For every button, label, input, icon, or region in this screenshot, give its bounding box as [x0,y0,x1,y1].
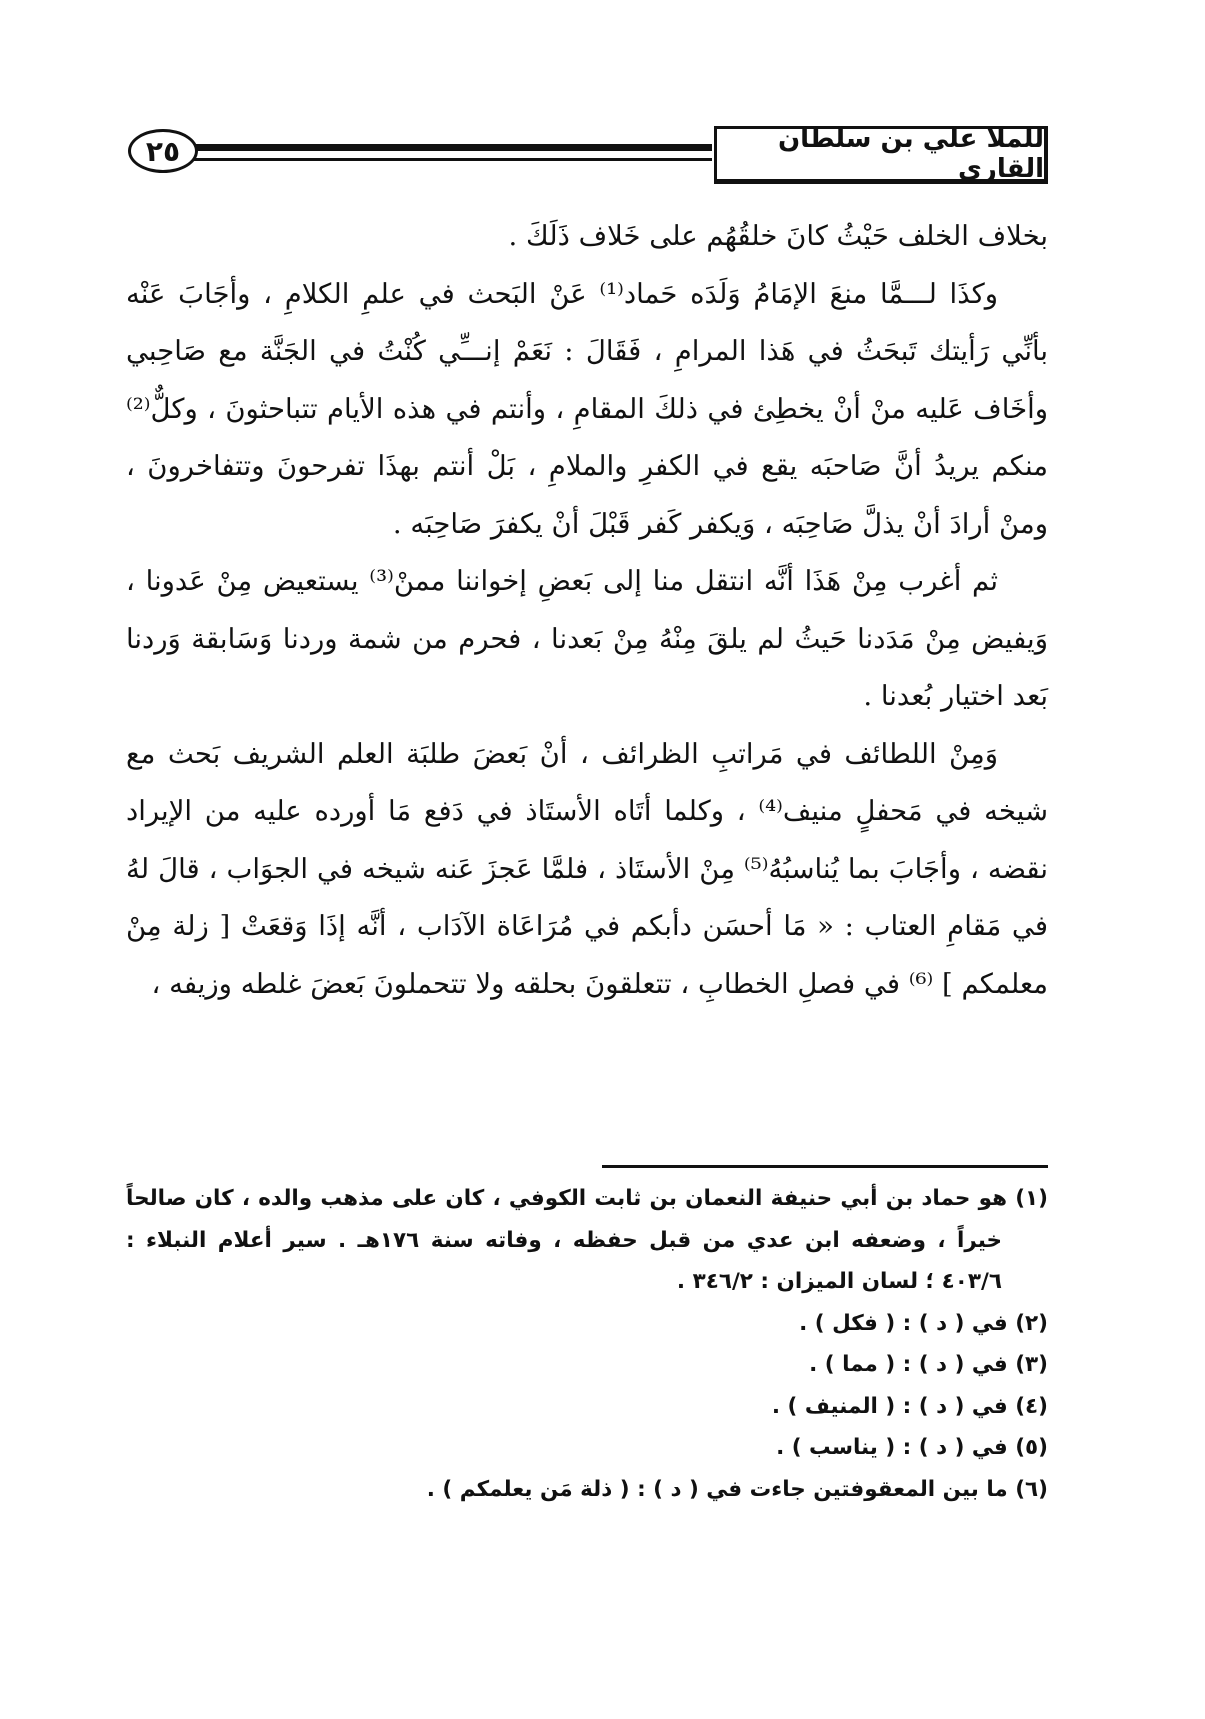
paragraph: وَمِنْ اللطائف في مَراتبِ الظرائف ، أنْ بَعضَ طلبَة العلم الشريف بَحث مع شيخه في مَحفلٍ منيف⁽⁴⁾ ، وكلما أتَاه الأستَاذ في دَفع مَا أورده عليه من الإيراد نقضه ، وأجَابَ بما يُناسبُهُ⁽⁵⁾ مِنْ الأستَاذ ، فلمَّا عَجزَ عَنه شيخه في الجوَاب ، قالَ لهُ في مَقامِ العتاب : « مَا أحسَن دأبكم في مُرَاعَاة الآدَاب ، أنَّه إذَا وَقعَتْ [ زلة مِنْ معلمكم ] ⁽⁶⁾ في فصلِ الخطابِ ، تتعلقونَ بحلقه ولا تتحملونَ بَعضَ غلطه وزيفه ، [126,737,1048,1000]
footnote: (٥) في ( د ) : ( يناسب ) . [776,1435,1048,1460]
running-title: للملا علي بن سلطان القاري [714,126,1048,184]
footnote: (٤) في ( د ) : ( المنيف ) . [771,1393,1048,1419]
paragraph: ثم أغرب مِنْ هَذَا أنَّه انتقل منا إلى بَعضِ إخواننا ممنْ⁽³⁾ يستعيض مِنْ عَدونا ، وَيفيض مِنْ مَدَدنا حَيثُ لم يلقَ مِنْهُ مِنْ بَعدنا ، فحرم من شمة وردنا وَسَابقة وَردنا بَعد اختيار بُعدنا . [126,565,1048,712]
footnotes [126,1178,1048,1510]
header-rule-thin [186,158,712,161]
paragraph: بخلاف الخلف حَيْثُ كانَ خلقُهُم على خَلاف ذَلَكَ . [508,220,1048,252]
footnote: (٢) في ( د ) : ( فكل ) . [799,1310,1048,1336]
page-number: ٢٥ [128,129,198,173]
footnote: (٦) ما بين المعقوفتين جاءت في ( د ) : ( ذلة مَن يعلمكم ) . [426,1476,1048,1502]
footnote: (١) هو حماد بن أبي حنيفة النعمان بن ثابت الكوفي ، كان على مذهب والده ، كان صالحاً خيراً ، وضعفه ابن عدي من قبل حفظه ، وفاته سنة ١٧٦هـ . سير أعلام النبلاء : ٤٠٣/٦ ؛ لسان الميزان : ٣٤٦/٢ . [126,1186,1048,1294]
main-text [126,208,1048,1013]
header-rule-thick [186,144,712,151]
footnote: (٣) في ( د ) : ( مما ) . [809,1352,1048,1377]
footnote-separator [602,1165,1048,1168]
page-header [128,126,1048,190]
paragraph: وكذَا لـــمَّا منعَ الإمَامُ وَلَدَه حَماد⁽¹⁾ عَنْ البَحث في علمِ الكلامِ ، وأجَابَ عَنْه بأنِّي رَأيتك تَبحَثُ في هَذا المرامِ ، فَقَالَ : نَعَمْ إنـــِّي كُنْتُ في الجَنَّة مع صَاحِبي وأخَاف عَليه منْ أنْ يخطِئ في ذلكَ المقامِ ، وأنتم في هذه الأيام تتباحثونَ ، وكلٌّ⁽²⁾ منكم يريدُ أنَّ صَاحبَه يقع في الكفرِ والملامِ ، بَلْ أنتم بهذَا تفرحونَ وتتفاخرونَ ، ومنْ أرادَ أنْ يذلَّ صَاحِبَه ، وَيكفر كَفر قَبْلَ أنْ يكفرَ صَاحِبَه . [126,277,1048,540]
